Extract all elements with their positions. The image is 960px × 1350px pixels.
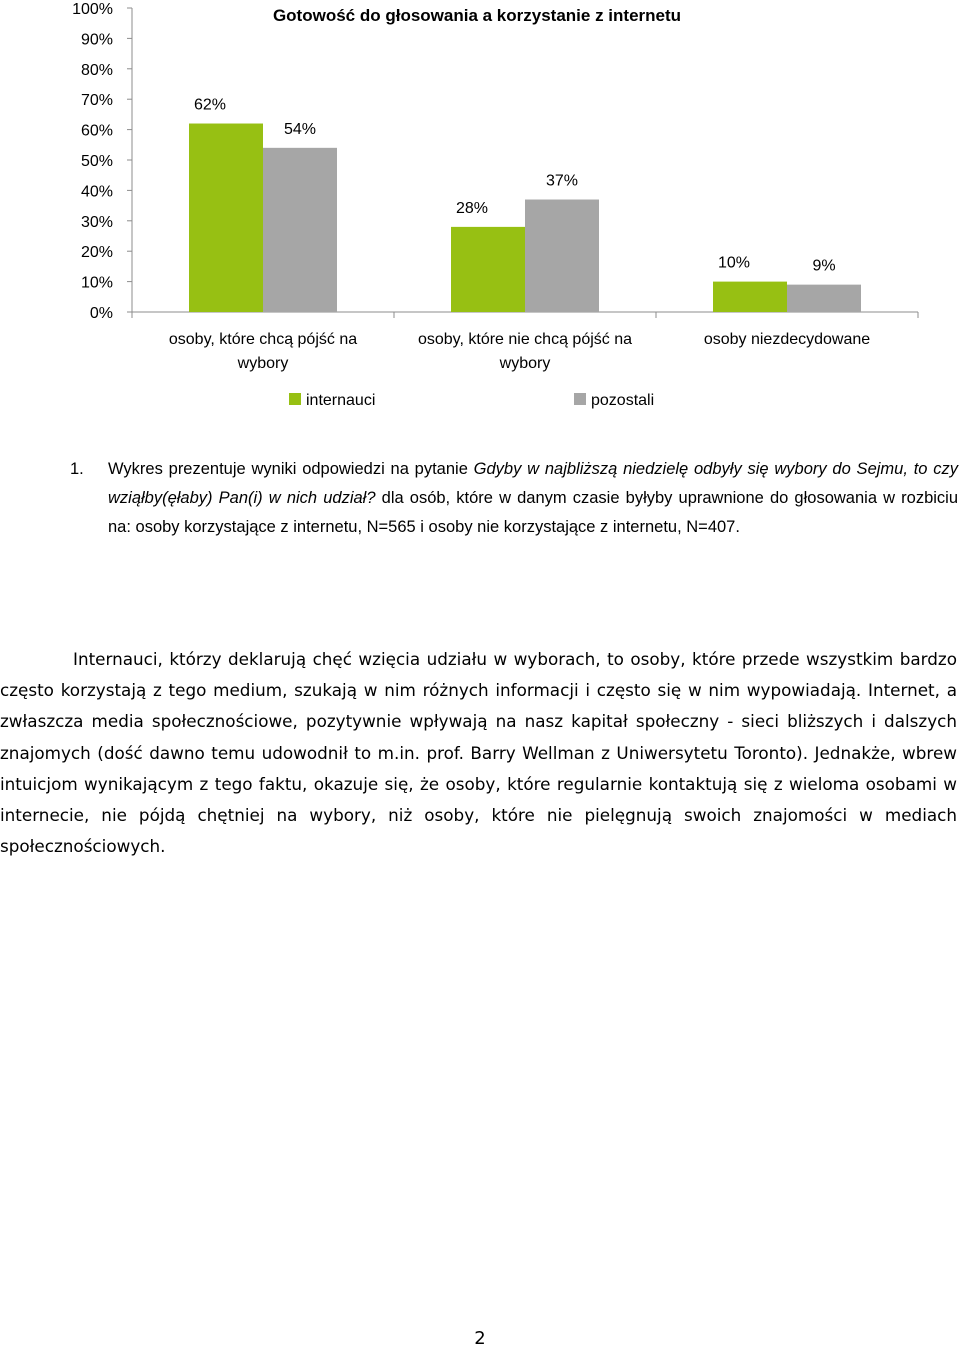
y-axis — [72, 1, 132, 322]
category-label-line: osoby niezdecydowane — [703, 331, 871, 348]
x-axis — [132, 312, 918, 318]
caption-text — [108, 455, 958, 542]
y-tick-label: 20% — [80, 244, 113, 262]
caption-number: 1. — [70, 460, 84, 478]
caption-intro: Wykres prezentuje wyniki odpowiedzi na pytanie — [108, 460, 474, 478]
bar-internauci — [713, 282, 787, 312]
chart-title: Gotowość do głosowania a korzystanie z internetu — [272, 6, 682, 25]
y-tick-label: 60% — [80, 122, 113, 140]
bar-pozostali — [787, 285, 861, 312]
category-label — [418, 331, 632, 372]
y-tick-label: 10% — [80, 274, 113, 292]
y-tick-label: 30% — [80, 213, 113, 231]
bar-pozostali — [525, 200, 599, 312]
y-tick-label: 70% — [80, 92, 113, 110]
data-label: 9% — [812, 257, 836, 275]
chart — [0, 0, 960, 420]
data-label: 37% — [545, 172, 579, 190]
caption-details: dla osób, które w danym czasie byłyby uprawnione do głosowania w rozbiciu na: osoby korzystające z internetu, N=565 i osoby nie korzystające z internetu, N=407. — [108, 489, 959, 536]
data-label: 54% — [283, 120, 317, 138]
bar-internauci — [451, 227, 525, 312]
legend-label: internauci — [306, 392, 376, 409]
y-tick-label: 80% — [80, 61, 113, 79]
body-paragraph: Internauci, którzy deklarują chęć wzięcia udziału w wyborach, to osoby, które przede wszystkim bardzo często korzystają z tego medium, szukają w nim różnych informacji i często się w nim wypowiadają. Internet, a zwłaszcza media społecznościowe, pozytywnie wpływają na nasz kapitał społeczny - sieci bliższych i dalszych znajomych (dość dawno temu udowodnił to m.in. prof. Barry Wellman z Uniwersytetu Toronto). Jednakże, wbrew intuicjom wynikającym z tego faktu, okazuje się, że osoby, które regularnie kontaktują się z wieloma osobami w internecie, nie pójdą chętniej na wybory, niż osoby, które nie pielęgnują swoich znajomości w mediach społecznościowych. — [0, 649, 957, 857]
category-label-line: osoby, które nie chcą pójść na — [417, 331, 633, 348]
bars — [189, 124, 861, 312]
page-number: 2 — [474, 1328, 486, 1349]
legend-swatch — [574, 393, 586, 405]
category-label-line: osoby, które chcą pójść na — [168, 331, 358, 348]
category-label — [169, 331, 357, 372]
category-label-line: wybory — [499, 355, 551, 372]
bar-pozostali — [263, 148, 337, 312]
data-label: 62% — [193, 96, 227, 114]
figure-caption — [70, 455, 958, 542]
legend — [289, 392, 654, 409]
legend-label: pozostali — [591, 392, 655, 409]
y-tick-label: 0% — [89, 305, 113, 322]
y-tick-label: 50% — [80, 153, 113, 170]
y-tick-label: 40% — [80, 183, 113, 201]
caption-question: Gdyby w najbliższą niedzielę odbyły się wybory do Sejmu, to czy wziąłby(ęłaby) Pan(i) w nich udział? — [108, 460, 958, 507]
category-labels — [169, 331, 870, 372]
data-label: 28% — [455, 199, 489, 217]
category-label — [704, 331, 870, 348]
data-label: 10% — [717, 254, 751, 272]
legend-swatch — [289, 393, 301, 405]
y-tick-label: 100% — [72, 1, 113, 18]
y-tick-label: 90% — [80, 31, 113, 49]
category-label-line: wybory — [237, 355, 289, 372]
bar-internauci — [189, 124, 263, 312]
